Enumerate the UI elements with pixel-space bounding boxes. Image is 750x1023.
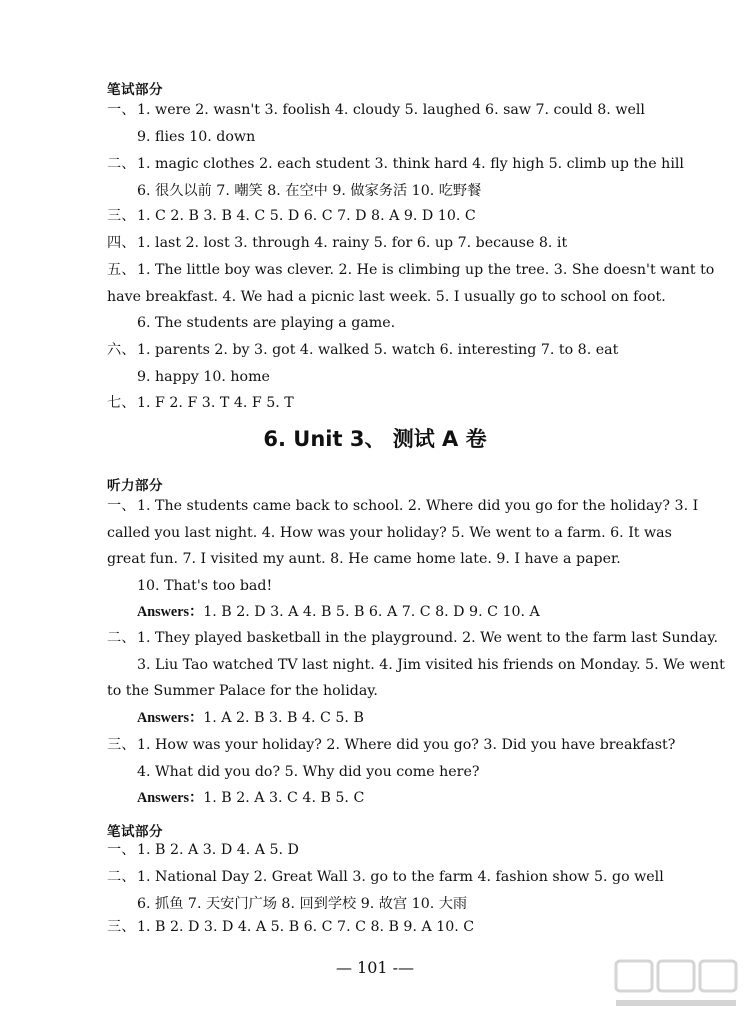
item-line: 6. The students are playing a game. <box>137 315 396 331</box>
list-item <box>107 493 707 626</box>
item-line: great fun. 7. I visited my aunt. 8. He came home late. 9. I have a paper. <box>107 551 621 567</box>
list-item <box>107 390 707 417</box>
answers-label: Answers： <box>137 709 204 726</box>
list-item <box>107 625 725 731</box>
answers-values: 1. B 2. A 3. C 4. B 5. C <box>203 790 365 806</box>
item-line: 1. magic clothes 2. each student 3. think hard 4. fly high 5. climb up the hill <box>137 156 684 172</box>
answers-line <box>107 705 707 732</box>
answers-label: Answers： <box>137 604 204 620</box>
watermark-logo <box>612 957 740 1017</box>
item-number: 二、 <box>107 869 136 885</box>
answers-label: Answers： <box>137 790 204 806</box>
item-number: 五、 <box>107 262 136 278</box>
item-number: 七、 <box>107 395 136 411</box>
item-line: 1. C 2. B 3. B 4. C 5. D 6. C 7. D 8. A 9. D 10. C <box>137 208 476 224</box>
list-item <box>107 203 707 230</box>
item-line: 1. were 2. wasn't 3. foolish 4. cloudy 5. laughed 6. saw 7. could 8. well <box>137 102 645 118</box>
item-line: 10. That's too bad! <box>137 577 273 594</box>
item-line: 4. What did you do? 5. Why did you come here? <box>137 763 480 780</box>
item-line: have breakfast. 4. We had a picnic last week. 5. I usually go to school on foot. <box>107 288 666 305</box>
page-number: — 101 -— <box>335 958 415 977</box>
answers-line <box>107 599 707 626</box>
item-number: 二、 <box>107 156 136 172</box>
item-number: 一、 <box>107 102 136 118</box>
answers-values: 1. A 2. B 3. B 4. C 5. B <box>203 709 364 726</box>
item-number: 一、 <box>107 842 136 858</box>
list-item <box>107 837 707 864</box>
item-line: 9. flies 10. down <box>137 128 256 145</box>
item-number: 三、 <box>107 919 136 935</box>
list-item <box>107 864 707 917</box>
item-line: 1. The little boy was clever. 2. He is climbing up the tree. 3. She doesn't want to <box>137 262 715 278</box>
answers-line <box>107 785 707 812</box>
list-item <box>107 732 707 812</box>
item-line: 1. last 2. lost 3. through 4. rainy 5. for 6. up 7. because 8. it <box>137 235 568 251</box>
item-line: called you last night. 4. How was your holiday? 5. We went to a farm. 6. It was <box>107 524 672 541</box>
item-line: 1. The students came back to school. 2. Where did you go for the holiday? 3. I <box>137 498 699 514</box>
item-line: 3. Liu Tao watched TV last night. 4. Jim visited his friends on Monday. 5. We went <box>137 656 725 673</box>
list-item <box>107 97 707 150</box>
item-line: 9. happy 10. home <box>137 368 270 385</box>
item-number: 三、 <box>107 737 136 753</box>
item-line: 1. They played basketball in the playground. 2. We went to the farm last Sunday. <box>137 630 718 646</box>
section-heading-listening: 听力部分 <box>107 478 163 494</box>
list-item <box>107 151 707 204</box>
item-line: to the Summer Palace for the holiday. <box>107 683 378 699</box>
item-line: 6. 抓鱼 7. 天安门广场 8. 回到学校 9. 故宫 10. 大雨 <box>137 895 468 912</box>
item-line: 1. parents 2. by 3. got 4. walked 5. watch 6. interesting 7. to 8. eat <box>137 342 619 358</box>
item-number: 六、 <box>107 342 136 358</box>
list-item <box>107 914 707 941</box>
page-title: 6. Unit 3、 测试 A 卷 <box>263 427 487 451</box>
item-line: 1. How was your holiday? 2. Where did you go? 3. Did you have breakfast? <box>137 737 676 753</box>
answers-values: 1. B 2. D 3. A 4. B 5. B 6. A 7. C 8. D 9. C 10. A <box>203 604 540 620</box>
item-line: 1. F 2. F 3. T 4. F 5. T <box>137 395 294 411</box>
list-item <box>107 230 707 257</box>
item-number: 四、 <box>107 235 136 251</box>
section-heading-written-2: 笔试部分 <box>107 824 163 840</box>
item-line: 1. B 2. D 3. D 4. A 5. B 6. C 7. C 8. B 9. A 10. C <box>137 919 475 935</box>
item-line: 1. National Day 2. Great Wall 3. go to the farm 4. fashion show 5. go well <box>137 869 664 885</box>
list-item <box>107 257 715 337</box>
section-heading-written-1: 笔试部分 <box>107 82 163 98</box>
item-line: 6. 很久以前 7. 嘲笑 8. 在空中 9. 做家务活 10. 吃野餐 <box>137 182 482 199</box>
item-line: 1. B 2. A 3. D 4. A 5. D <box>137 842 299 858</box>
list-item <box>107 337 707 390</box>
item-number: 三、 <box>107 208 136 224</box>
item-number: 一、 <box>107 498 136 514</box>
item-number: 二、 <box>107 630 136 646</box>
